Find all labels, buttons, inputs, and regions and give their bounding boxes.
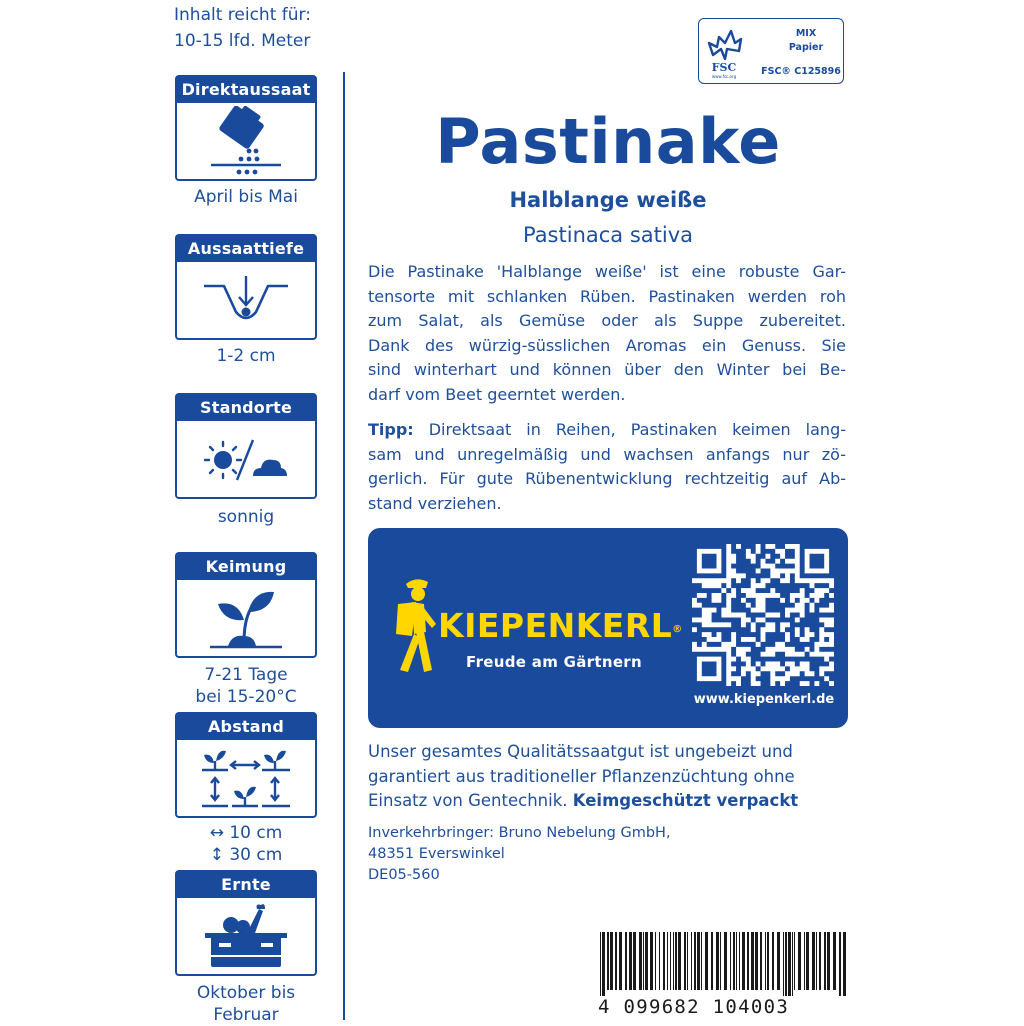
barcode-bar — [673, 932, 674, 990]
harvest-crate-icon — [201, 903, 291, 969]
barcode-bar — [655, 932, 656, 990]
sowing-depth-icon — [196, 270, 296, 330]
card-value-location: sonnig — [217, 507, 275, 527]
seedling-icon — [206, 586, 286, 650]
card-germination — [175, 552, 317, 658]
barcode-bar — [783, 932, 784, 996]
fsc-wordmark: FSC — [711, 61, 737, 74]
card-value-germination: 7-21 Tage bei 15-20°C — [195, 665, 297, 707]
card-label: Aussaattiefe — [177, 236, 315, 262]
barcode-bar — [827, 932, 830, 990]
barcode-bar — [839, 932, 841, 996]
horizontal-arrow-icon: ↔ — [209, 823, 224, 843]
barcode-bar — [684, 932, 686, 990]
barcode-bar — [788, 932, 791, 996]
fsc-url: www.fsc.org — [711, 74, 737, 79]
tip-paragraph: Tipp: Direktsaat in Reihen, Pastinaken keimen lang- sam und unregelmäßig und wachsen anfangs nur zö- gerlich. Für gute Rübenentwicklung rechtzeitig auf Ab- stand verziehen. — [368, 420, 847, 513]
kiepenkerl-hiker-icon — [392, 576, 442, 676]
column-divider — [343, 72, 345, 1020]
barcode-bar — [747, 932, 749, 990]
card-label: Standorte — [177, 395, 315, 421]
barcode-bar — [794, 932, 795, 990]
barcode-bar — [777, 932, 780, 990]
barcode-bar — [760, 932, 762, 990]
barcode-bar — [639, 932, 642, 990]
barcode-bar — [600, 932, 601, 996]
barcode-bar — [607, 932, 609, 990]
barcode-bar — [697, 932, 700, 990]
barcode-bar — [742, 932, 745, 990]
barcode-bar — [792, 932, 793, 996]
brand-url[interactable]: www.kiepenkerl.de — [693, 692, 835, 707]
card-value-direct-sowing: April bis Mai — [194, 187, 298, 207]
plant-spacing-icon — [196, 743, 296, 813]
barcode-bar — [819, 932, 821, 990]
fsc-label — [698, 18, 844, 84]
card-label: Abstand — [177, 714, 315, 740]
card-value-harvest: Oktober bis Februar — [196, 983, 296, 1025]
barcode-bar — [733, 932, 735, 990]
card-label: Direktaussaat — [177, 77, 315, 103]
product-description: Die Pastinake 'Halblange weiße' ist eine robuste Gar- tensorte mit schlanken Rüben. Pastinaken werden roh zum Salat, als Gemüse oder als Suppe zubereitet. Dank des würzig-süsslichen Aromas ein Genuss. Sie sind winterhart und können über den Winter bei Be- darf vom Beet geerntet werden. — [368, 262, 846, 404]
coverage-line-2: 10-15 lfd. Meter — [174, 31, 311, 51]
barcode-bar — [663, 932, 665, 990]
barcode-bar — [645, 932, 648, 990]
barcode-bar — [629, 932, 632, 990]
card-sowing-depth — [175, 234, 317, 340]
barcode-bar — [751, 932, 754, 990]
barcode-bar — [633, 932, 636, 990]
ean-barcode — [598, 932, 848, 996]
tip-label: Tipp: — [368, 420, 414, 439]
fsc-tree-icon — [705, 23, 747, 61]
barcode-bar — [643, 932, 644, 990]
imprint: Inverkehrbringer: Bruno Nebelung GmbH, 48351 Everswinkel DE05-560 — [368, 825, 671, 883]
barcode-bar — [833, 932, 836, 990]
barcode-bar — [670, 932, 671, 990]
barcode-bar — [705, 932, 708, 990]
barcode-bar — [843, 932, 846, 996]
card-label: Ernte — [177, 872, 315, 898]
barcode-bar — [678, 932, 681, 990]
card-location — [175, 393, 317, 499]
qr-code[interactable] — [692, 544, 834, 686]
barcode-bar — [610, 932, 613, 990]
barcode-bar — [730, 932, 731, 990]
barcode-bar — [736, 932, 737, 990]
brand-slogan: Freude am Gärtnern — [466, 653, 642, 671]
barcode-bar — [812, 932, 815, 990]
card-value-sowing-depth: 1-2 cm — [216, 346, 276, 366]
barcode-bar — [804, 932, 805, 990]
brand-name: KIEPENKERL® — [438, 606, 683, 645]
card-direct-sowing — [175, 75, 317, 181]
barcode-number: 4 099682 104003 — [598, 996, 790, 1018]
barcode-bar — [675, 932, 677, 990]
barcode-bar — [772, 932, 774, 990]
qr-modules — [692, 544, 834, 686]
product-title: Pastinake — [435, 105, 781, 178]
barcode-bar — [691, 932, 692, 990]
barcode-bar — [720, 932, 721, 990]
barcode-bar — [667, 932, 668, 990]
barcode-bar — [650, 932, 653, 990]
barcode-bar — [625, 932, 627, 990]
barcode-bar — [816, 932, 817, 990]
barcode-bar — [701, 932, 702, 990]
seed-sowing-icon — [201, 106, 291, 176]
quality-statement: Unser gesamtes Qualitätssaatgut ist ungebeizt und garantiert aus traditioneller Pflanzenzüchtung ohne Einsatz von Gentechnik. Keimgeschützt verpackt — [368, 742, 799, 810]
coverage-line-1: Inhalt reicht für: — [174, 5, 311, 25]
barcode-bar — [765, 932, 766, 990]
quality-bold: Keimgeschützt verpackt — [572, 791, 799, 810]
card-harvest — [175, 870, 317, 976]
barcode-bar — [711, 932, 713, 990]
brand-panel — [368, 528, 848, 728]
barcode-bar — [798, 932, 801, 990]
qr-code-image — [692, 544, 834, 686]
fsc-mix-text: MIX Papier — [788, 28, 824, 53]
fsc-license-code: FSC® C125896 — [761, 66, 841, 77]
barcode-bar — [615, 932, 617, 990]
card-spacing — [175, 712, 317, 818]
product-latin-name: Pastinaca sativa — [522, 223, 694, 247]
product-variety: Halblange weiße — [509, 188, 707, 212]
coverage-note — [174, 2, 344, 54]
barcode-bar — [724, 932, 727, 990]
barcode-bar — [619, 932, 622, 990]
card-value-spacing: ↔ 10 cm ↕ 30 cm — [209, 823, 283, 865]
barcode-bar — [739, 932, 740, 990]
barcode-bar — [806, 932, 809, 990]
vertical-arrow-icon: ↕ — [209, 845, 224, 865]
barcode-bar — [767, 932, 769, 990]
barcode-bar — [687, 932, 688, 990]
barcode-bar — [785, 932, 787, 996]
barcode-bar — [824, 932, 826, 990]
barcode-bar — [716, 932, 719, 990]
barcode-bar — [755, 932, 758, 990]
barcode-bar — [659, 932, 660, 990]
barcode-bar — [694, 932, 696, 990]
sun-cloud-icon — [201, 434, 291, 484]
barcode-bar — [602, 932, 605, 996]
card-label: Keimung — [177, 554, 315, 580]
